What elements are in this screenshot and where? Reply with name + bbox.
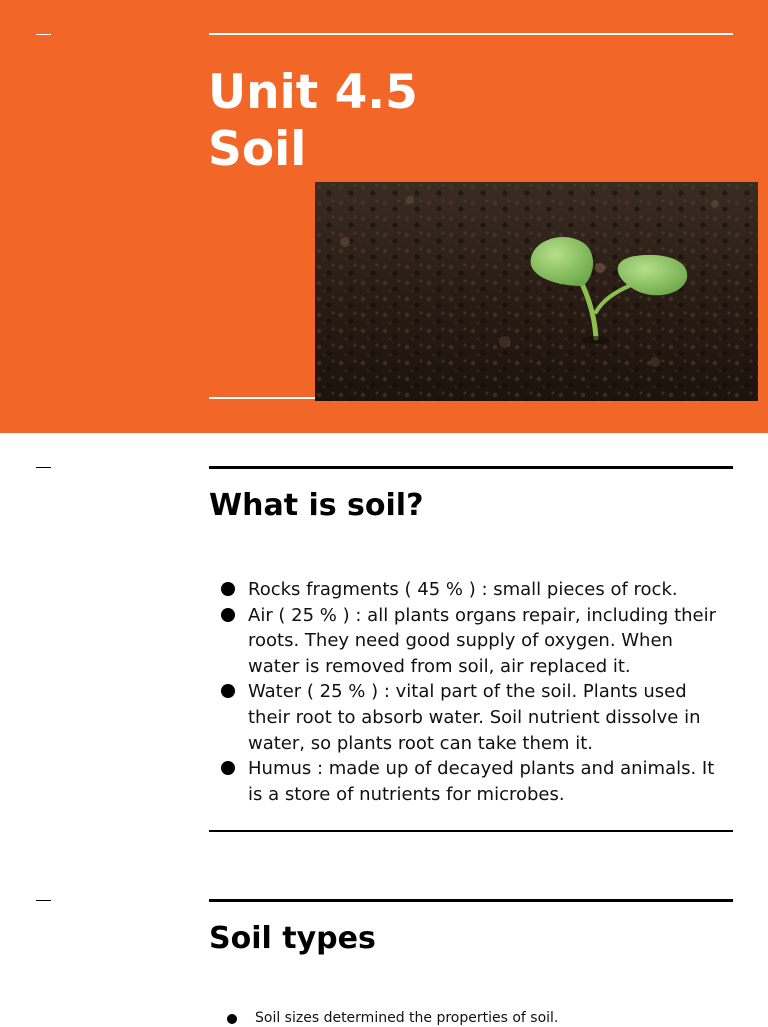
list-item [209, 603, 729, 680]
bullet-text: Water ( 25 % ) : vital part of the soil. Plants used their root to absorb water. Soil nutrient dissolve in water, so plants root can take them it. [248, 681, 701, 754]
top-rule [209, 33, 733, 35]
slide-heading: What is soil? [209, 488, 424, 523]
bottom-rule [209, 830, 733, 832]
what-is-soil-slide [0, 433, 768, 867]
bullet-icon [221, 582, 235, 596]
bottom-rule [209, 397, 315, 399]
bullet-text: Rocks fragments ( 45 % ) : small pieces of rock. [248, 579, 678, 600]
list-item [209, 756, 729, 807]
bullet-icon [227, 1014, 237, 1024]
slide-marker [36, 467, 51, 468]
slide-marker [36, 34, 51, 35]
list-item [209, 1009, 558, 1027]
title-line-1: Unit 4.5 [208, 65, 418, 120]
bullet-text: Air ( 25 % ) : all plants organs repair, including their roots. They need good supply of oxygen. When water is removed from soil, air replaced it. [248, 604, 717, 677]
top-rule [209, 466, 733, 469]
title-slide [0, 0, 768, 433]
bullet-icon [221, 608, 235, 622]
bullet-icon [221, 684, 235, 698]
bullet-icon [221, 761, 235, 775]
soil-types-slide [0, 867, 768, 1024]
slide-heading: Soil types [209, 921, 376, 956]
slide-title [208, 64, 418, 178]
soil-seedling-photo [315, 182, 758, 401]
bullet-text: Humus : made up of decayed plants and animals. It is a store of nutrients for microbes. [248, 758, 715, 805]
title-line-2: Soil [208, 122, 307, 177]
bullet-text: Soil sizes determined the properties of soil. [255, 1010, 559, 1026]
slide-marker [36, 900, 51, 901]
top-rule [209, 899, 733, 902]
list-item [209, 577, 729, 603]
bullet-list [209, 577, 729, 807]
bullet-list [209, 1009, 558, 1027]
list-item [209, 679, 729, 756]
